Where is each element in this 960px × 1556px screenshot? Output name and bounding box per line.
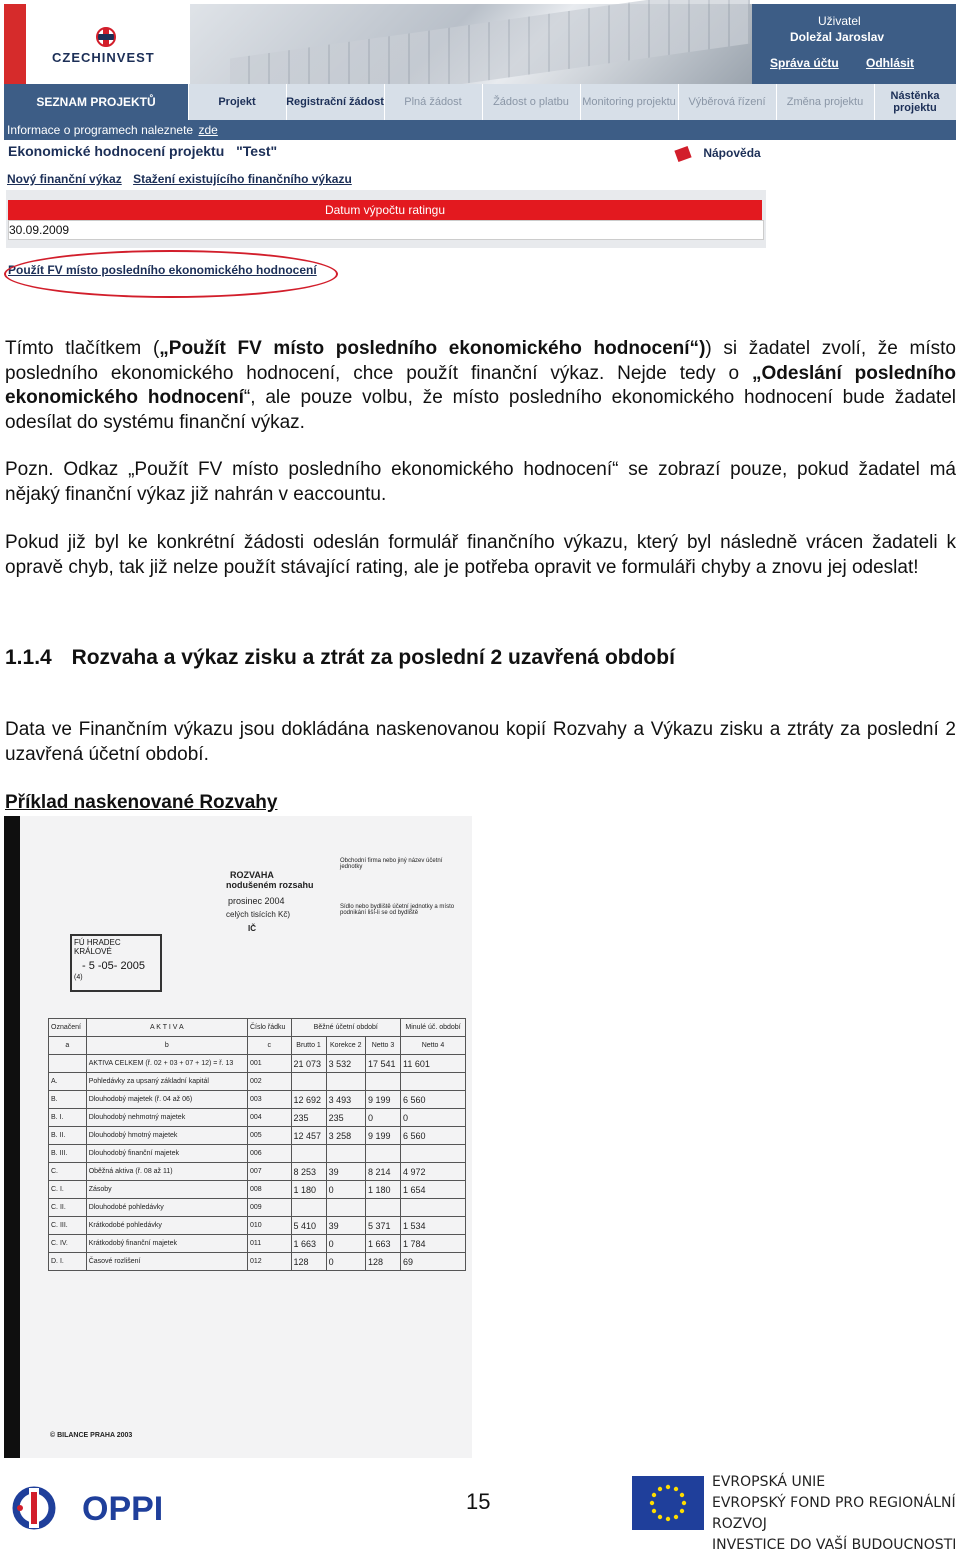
table-cell: AKTIVA CELKEM (ř. 02 + 03 + 07 + 12) = ř. 13 [86, 1055, 247, 1073]
info-link[interactable]: zde [198, 123, 218, 137]
table-cell: 003 [247, 1091, 291, 1109]
table-cell: 005 [247, 1127, 291, 1145]
table-cell [401, 1199, 466, 1217]
figure-caption [5, 792, 277, 814]
caption-text: Příklad naskenované Rozvahy [5, 792, 278, 813]
paragraph-4: Data ve Finančním výkazu jsou dokládána naskenovanou kopií Rozvahy a Výkazu zisku a ztráty za poslední 2 uzavřená účetní období. [5, 719, 956, 765]
eu-text-block [712, 1472, 960, 1556]
table-cell: 004 [247, 1109, 291, 1127]
table-cell: 235 [326, 1109, 365, 1127]
nav-full-application[interactable]: Plná žádost [384, 84, 483, 120]
table-cell: 0 [401, 1109, 466, 1127]
help-icon [674, 146, 691, 162]
eu-flag-icon [632, 1476, 704, 1530]
stamp-number: (4) [74, 974, 83, 981]
table-cell: 0 [326, 1181, 365, 1199]
table-cell [365, 1145, 400, 1163]
table-cell: 8 214 [365, 1163, 400, 1181]
sh-korekce: Korekce 2 [326, 1037, 365, 1055]
financial-statement-links [7, 172, 360, 186]
table-cell: Časové rozlišení [86, 1253, 247, 1271]
table-header-row [49, 1019, 466, 1037]
table-row [49, 1181, 466, 1199]
p1-part-d: „Odeslání posledního ekonomického hodnocení [5, 362, 956, 408]
table-row [49, 1073, 466, 1091]
table-cell [326, 1199, 365, 1217]
oppi-logo [10, 1484, 170, 1539]
scanned-balance-sheet [4, 816, 472, 1458]
nav-monitoring[interactable]: Monitoring projektu [580, 84, 679, 120]
table-cell: 1 663 [365, 1235, 400, 1253]
info-bar [4, 120, 956, 140]
table-cell: 5 410 [291, 1217, 326, 1235]
table-cell: 3 532 [326, 1055, 365, 1073]
table-cell: Dlouhodobé pohledávky [86, 1199, 247, 1217]
p1-part-b: „Použít FV místo posledního ekonomického hodnocení“ [159, 338, 700, 359]
table-cell: 6 560 [401, 1091, 466, 1109]
table-cell: 010 [247, 1217, 291, 1235]
table-cell: 0 [326, 1253, 365, 1271]
table-cell: 12 457 [291, 1127, 326, 1145]
table-cell: 1 534 [401, 1217, 466, 1235]
table-cell: 002 [247, 1073, 291, 1091]
scan-seat-label: Sídlo nebo bydliště účetní jednotky a místo podnikání liší-li se od bydliště [340, 904, 455, 916]
table-cell: C. III. [49, 1217, 87, 1235]
table-row [49, 1145, 466, 1163]
table-row [49, 1109, 466, 1127]
table-cell: 007 [247, 1163, 291, 1181]
table-cell: 69 [401, 1253, 466, 1271]
table-cell [401, 1145, 466, 1163]
table-cell [401, 1073, 466, 1091]
eu-line-2: EVROPSKÝ FOND PRO REGIONÁLNÍ ROZVOJ [712, 1495, 956, 1532]
nav-project-list[interactable]: SEZNAM PROJEKTŮ [4, 84, 189, 120]
sh-brutto: Brutto 1 [291, 1037, 326, 1055]
user-label: Uživatel [818, 14, 861, 28]
scan-ic: IČ [248, 924, 256, 933]
table-cell: B. [49, 1091, 87, 1109]
table-cell: Zásoby [86, 1181, 247, 1199]
table-cell: 39 [326, 1217, 365, 1235]
rating-date-value: 30.09.2009 [8, 220, 764, 240]
screen-title-project: "Test" [236, 143, 278, 159]
table-cell: 1 663 [291, 1235, 326, 1253]
scan-units: celých tisících Kč) [226, 910, 291, 919]
table-cell: Dlouhodobý finanční majetek [86, 1145, 247, 1163]
table-row [49, 1217, 466, 1235]
table-cell: A. [49, 1073, 87, 1091]
table-cell: 17 541 [365, 1055, 400, 1073]
table-cell: 001 [247, 1055, 291, 1073]
eu-line-1: EVROPSKÁ UNIE [712, 1474, 826, 1490]
table-cell [291, 1073, 326, 1091]
table-cell: D. I. [49, 1253, 87, 1271]
p1-part-a: Tímto tlačítkem ( [5, 338, 160, 359]
p1-part-c: ) si žadatel zvolí, že místo posledního ekonomického hodnocení, chce použít finanční výkaz. Nejde tedy o [5, 338, 956, 384]
nav-project-board[interactable]: Nástěnka projektu [890, 90, 940, 114]
table-cell: 1 654 [401, 1181, 466, 1199]
table-cell [291, 1199, 326, 1217]
table-cell: 4 972 [401, 1163, 466, 1181]
nav-tenders[interactable]: Výběrová řízení [678, 84, 777, 120]
scan-dark-edge [4, 816, 20, 1458]
table-cell: 9 199 [365, 1091, 400, 1109]
table-subheader-row [49, 1037, 466, 1055]
table-cell: 11 601 [401, 1055, 466, 1073]
table-row [49, 1199, 466, 1217]
screen-title [8, 143, 277, 159]
info-text: Informace o programech naleznete [7, 123, 194, 137]
table-cell: Pohledávky za upsaný základní kapitál [86, 1073, 247, 1091]
help-link[interactable] [676, 146, 761, 160]
section-number: 1.1.4 [5, 646, 52, 669]
table-cell: 008 [247, 1181, 291, 1199]
user-box [752, 4, 956, 84]
nav-payment-request[interactable]: Žádost o platbu [482, 84, 581, 120]
download-statement-link[interactable]: Stažení existujícího finančního výkazu [133, 172, 352, 186]
oppi-text: OPPI [82, 1490, 164, 1528]
logout-link[interactable]: Odhlásit [866, 56, 915, 70]
nav-registration[interactable]: Registrační žádost [286, 84, 385, 120]
section-heading [5, 646, 675, 670]
th-previous: Minulé úč. období [401, 1019, 466, 1037]
table-cell: B. II. [49, 1127, 87, 1145]
table-cell: C. [49, 1163, 87, 1181]
table-cell: B. I. [49, 1109, 87, 1127]
main-navigation [4, 84, 956, 121]
header-red-strip [4, 4, 26, 84]
sh-netto: Netto 3 [365, 1037, 400, 1055]
table-cell: 128 [365, 1253, 400, 1271]
table-row [49, 1127, 466, 1145]
table-cell [365, 1199, 400, 1217]
screen-title-text: Ekonomické hodnocení projektu [8, 143, 225, 159]
table-row [49, 1235, 466, 1253]
table-cell [326, 1145, 365, 1163]
th-row: Číslo řádku [247, 1019, 291, 1037]
table-cell: 235 [291, 1109, 326, 1127]
table-cell [326, 1073, 365, 1091]
table-cell: 011 [247, 1235, 291, 1253]
table-row [49, 1091, 466, 1109]
scan-date: prosinec 2004 [228, 896, 285, 906]
table-cell: 0 [326, 1235, 365, 1253]
czechinvest-logo[interactable] [26, 4, 190, 84]
th-assets: A K T I V A [86, 1019, 247, 1037]
stamp-office: FÚ HRADEC KRÁLOVÉ [74, 938, 121, 956]
help-label: Nápověda [703, 146, 761, 160]
table-cell: C. II. [49, 1199, 87, 1217]
logo-text: CZECHINVEST [52, 50, 155, 65]
table-cell: Krátkodobý finanční majetek [86, 1235, 247, 1253]
table-cell: Oběžná aktiva (ř. 08 až 11) [86, 1163, 247, 1181]
th-code: Označení [49, 1019, 87, 1037]
table-cell: 12 692 [291, 1091, 326, 1109]
table-cell [365, 1073, 400, 1091]
table-cell: 1 180 [365, 1181, 400, 1199]
table-row [49, 1163, 466, 1181]
table-cell: 1 180 [291, 1181, 326, 1199]
highlight-ellipse [4, 250, 338, 298]
table-cell: 3 258 [326, 1127, 365, 1145]
stamp-date: - 5 -05- 2005 [82, 960, 145, 972]
p1-part-e: “, ale pouze volbu, že místo posledního ekonomického hodnocení bude žadatel odesílat do systému finanční výkaz. [5, 387, 956, 433]
scan-title-1: ROZVAHA [230, 870, 274, 880]
user-name: Doležal Jaroslav [790, 30, 885, 44]
table-cell: 009 [247, 1199, 291, 1217]
table-cell: 21 073 [291, 1055, 326, 1073]
eu-line-3: INVESTICE DO VAŠÍ BUDOUCNOSTI [712, 1537, 957, 1553]
table-cell: C. I. [49, 1181, 87, 1199]
nav-project[interactable]: Projekt [188, 84, 287, 120]
balance-table [48, 1018, 466, 1271]
use-fv-link[interactable]: Použít FV místo posledního ekonomického hodnocení [8, 263, 317, 277]
table-row [49, 1055, 466, 1073]
nav-project-change[interactable]: Změna projektu [776, 84, 875, 120]
table-cell: 012 [247, 1253, 291, 1271]
sh-c: c [247, 1037, 291, 1055]
new-statement-link[interactable]: Nový finanční výkaz [7, 172, 122, 186]
account-link[interactable]: Správa účtu [770, 56, 839, 70]
table-cell: 39 [326, 1163, 365, 1181]
table-cell: 9 199 [365, 1127, 400, 1145]
table-cell: 6 560 [401, 1127, 466, 1145]
table-cell: 1 784 [401, 1235, 466, 1253]
scan-company-label: Obchodní firma nebo jiný název účetní jednotky [340, 858, 443, 870]
scan-footer: © BILANCE PRAHA 2003 [50, 1432, 133, 1439]
table-cell: 3 493 [326, 1091, 365, 1109]
table-cell: 128 [291, 1253, 326, 1271]
sh-netto-prev: Netto 4 [401, 1037, 466, 1055]
table-cell: 8 253 [291, 1163, 326, 1181]
table-cell: Dlouhodobý majetek (ř. 04 až 06) [86, 1091, 247, 1109]
sh-a: a [49, 1037, 87, 1055]
table-cell: B. III. [49, 1145, 87, 1163]
table-cell [291, 1145, 326, 1163]
table-cell: Dlouhodobý nehmotný majetek [86, 1109, 247, 1127]
table-cell: Dlouhodobý hmotný majetek [86, 1127, 247, 1145]
th-current: Běžné účetní období [291, 1019, 401, 1037]
page-number: 15 [466, 1489, 491, 1514]
paragraph-1: Tímto tlačítkem („Použít FV místo posledního ekonomického hodnocení“)) si žadatel zvolí, že místo posledního ekonomického hodnocení, chce použít finanční výkaz. Nejde tedy o „Odeslání posledního ekonomického hodnocení“, ale pouze volbu, že místo posledního ekonomického hodnocení bude žadatel odesílat do systému finanční výkaz. [5, 338, 956, 433]
sh-b: b [86, 1037, 247, 1055]
czechinvest-logo-mark [26, 4, 190, 84]
paragraph-note: Pozn. Odkaz „Použít FV místo posledního ekonomického hodnocení“ se zobrazí pouze, pokud žadatel má nějaký finanční výkaz již nahrán v eaccountu. [5, 459, 956, 505]
table-cell: 0 [365, 1109, 400, 1127]
scan-title-2: nodušeném rozsahu [226, 880, 314, 890]
table-row [49, 1253, 466, 1271]
table-cell: C. IV. [49, 1235, 87, 1253]
table-cell [49, 1055, 87, 1073]
tax-office-stamp [70, 934, 162, 992]
header-hero-image [190, 4, 752, 84]
section-title: Rozvaha a výkaz zisku a ztrát za poslední 2 uzavřená období [71, 646, 675, 669]
paragraph-3: Pokud již byl ke konkrétní žádosti odeslán formulář finančního výkazu, který byl následně vrácen žadateli k opravě chyb, tak již nelze použít stávající rating, ale je potřeba opravit ve formuláři chyby a znovu jej odeslat! [5, 532, 956, 578]
table-cell: 006 [247, 1145, 291, 1163]
table-cell: Krátkodobé pohledávky [86, 1217, 247, 1235]
table-cell: 5 371 [365, 1217, 400, 1235]
rating-date-header: Datum výpočtu ratingu [8, 200, 762, 220]
